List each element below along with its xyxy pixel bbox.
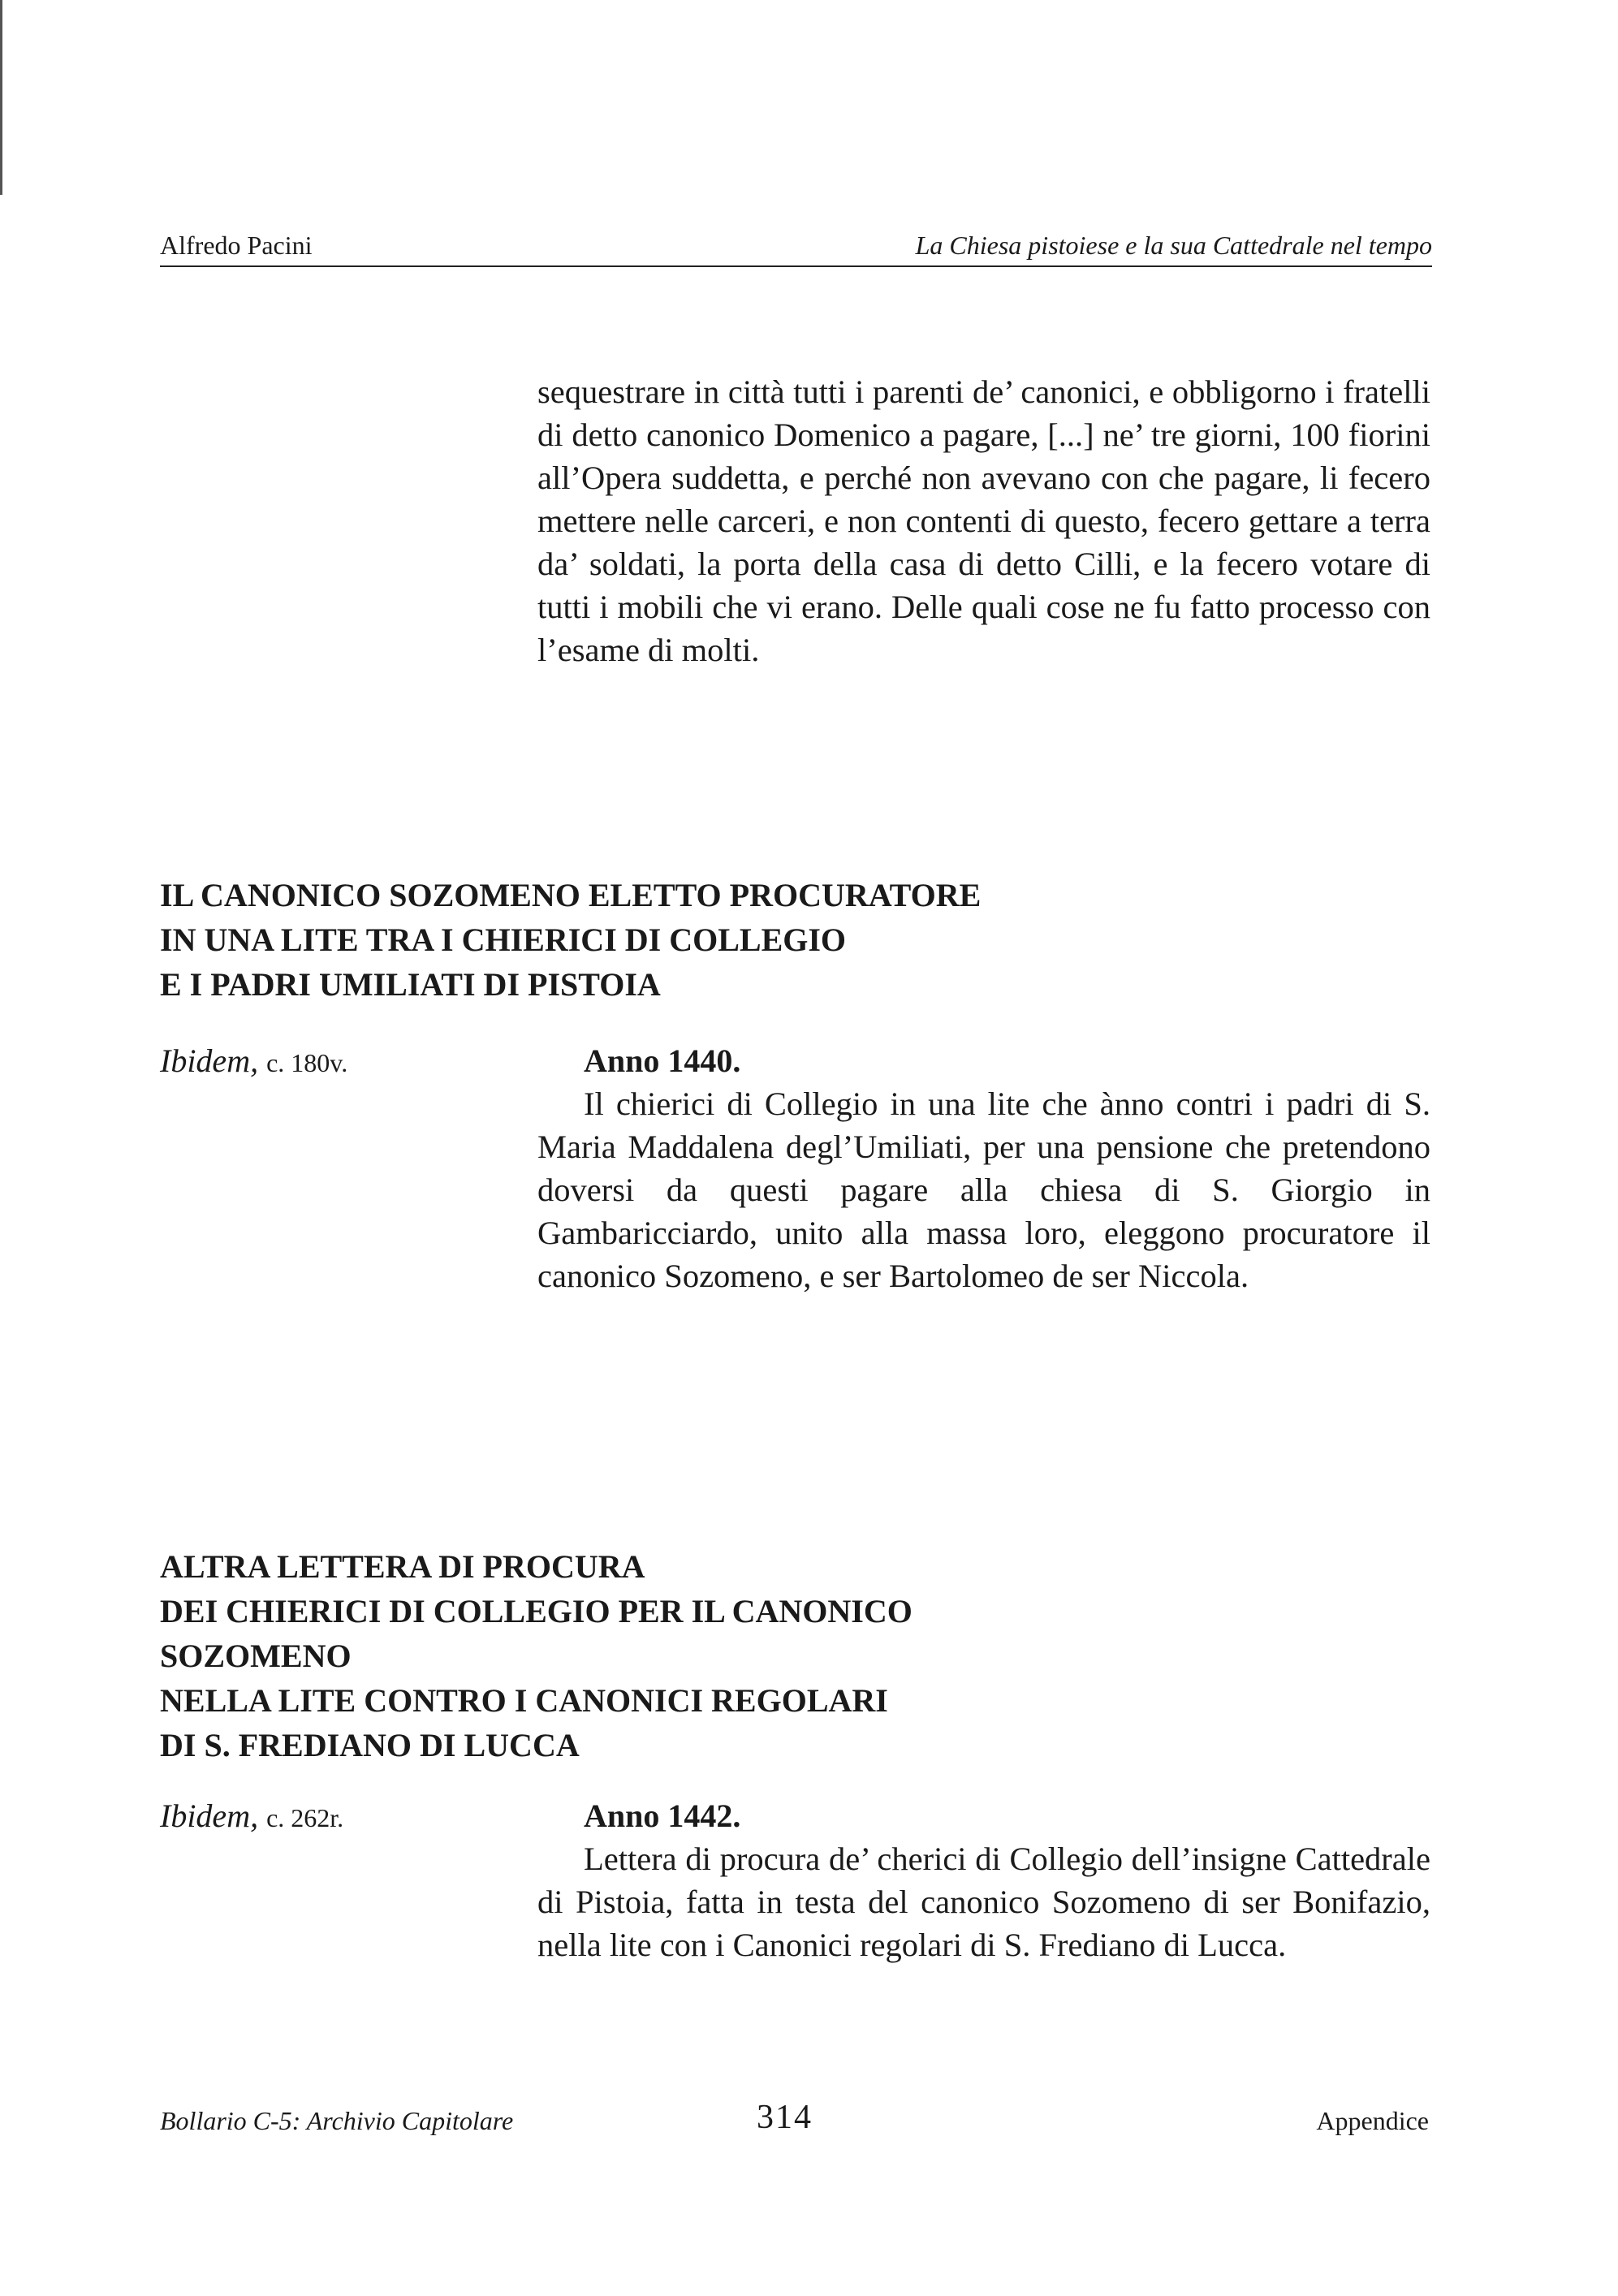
running-header-author: Alfredo Pacini [160,231,313,260]
source-reference-1 [160,1039,347,1085]
source-reference-2-carta: c. 262r. [266,1803,344,1832]
section-heading-2-line: DEI CHIERICI DI COLLEGIO PER IL CANONICO [160,1593,913,1629]
entry-body-1: Il chierici di Collegio in una lite che ànno contri i padri di S. Maria Maddalena degl’Umiliati, per una pensione che pretendono doversi da questi pagare alla chiesa di S. Giorgio in Gambaricciardo, unito alla massa loro, eleggono procuratore il canonico Sozomeno, e ser Bartolomeo de ser Niccola. [537,1085,1430,1294]
section-heading-2-line: SOZOMENO [160,1638,352,1674]
page-number: 314 [757,2099,813,2136]
section-heading-1-line: IN UNA LITE TRA I CHIERICI DI COLLEGIO [160,921,847,958]
source-reference-2 [160,1794,343,1840]
section-heading-1-line: IL CANONICO SOZOMENO ELETTO PROCURATORE [160,877,982,913]
source-reference-1-carta: c. 180v. [266,1048,348,1077]
continuation-paragraph: sequestrare in città tutti i parenti de’ canonici, e obbligorno i fratelli di detto canonico Domenico a pagare, [...] ne’ tre giorni, 100 fiorini all’Opera suddetta, e perché non avevano con che pagare, li fecero mettere nelle carceri, e non contenti di questo, fecero gettare a terra da’ soldati, la porta della casa di detto Cilli, e la fecero votare di tutti i mobili che vi erano. Delle quali cose ne fu fatto processo con l’esame di molti. [537,373,1430,668]
section-heading-2-line: DI S. FREDIANO DI LUCCA [160,1727,580,1763]
entry-year-2: Anno 1442. [584,1798,741,1834]
source-reference-2-ibidem: Ibidem, [160,1798,259,1834]
section-heading-2-line: NELLA LITE CONTRO I CANONICI REGOLARI [160,1682,888,1719]
footer-section: Appendice [1316,2106,1429,2135]
section-heading-1 [160,873,981,1007]
footer-source: Bollario C-5: Archivio Capitolare [160,2106,514,2135]
entry-year-1: Anno 1440. [584,1042,741,1079]
scan-edge-mark [0,0,2,195]
section-heading-2-line: ALTRA LETTERA DI PROCURA [160,1548,645,1585]
running-header-title: La Chiesa pistoiese e la sua Cattedrale nel tempo [915,231,1432,260]
section-heading-2 [160,1544,913,1767]
section-heading-1-line: E I PADRI UMILIATI DI PISTOIA [160,966,661,1003]
entry-body-2: Lettera di procura de’ cherici di Collegio dell’insigne Cattedrale di Pistoia, fatta in testa del canonico Sozomeno di ser Bonifazio, nella lite con i Canonici regolari di S. Frediano di Lucca. [537,1841,1430,1963]
source-reference-1-ibidem: Ibidem, [160,1042,259,1079]
header-rule [160,265,1432,267]
